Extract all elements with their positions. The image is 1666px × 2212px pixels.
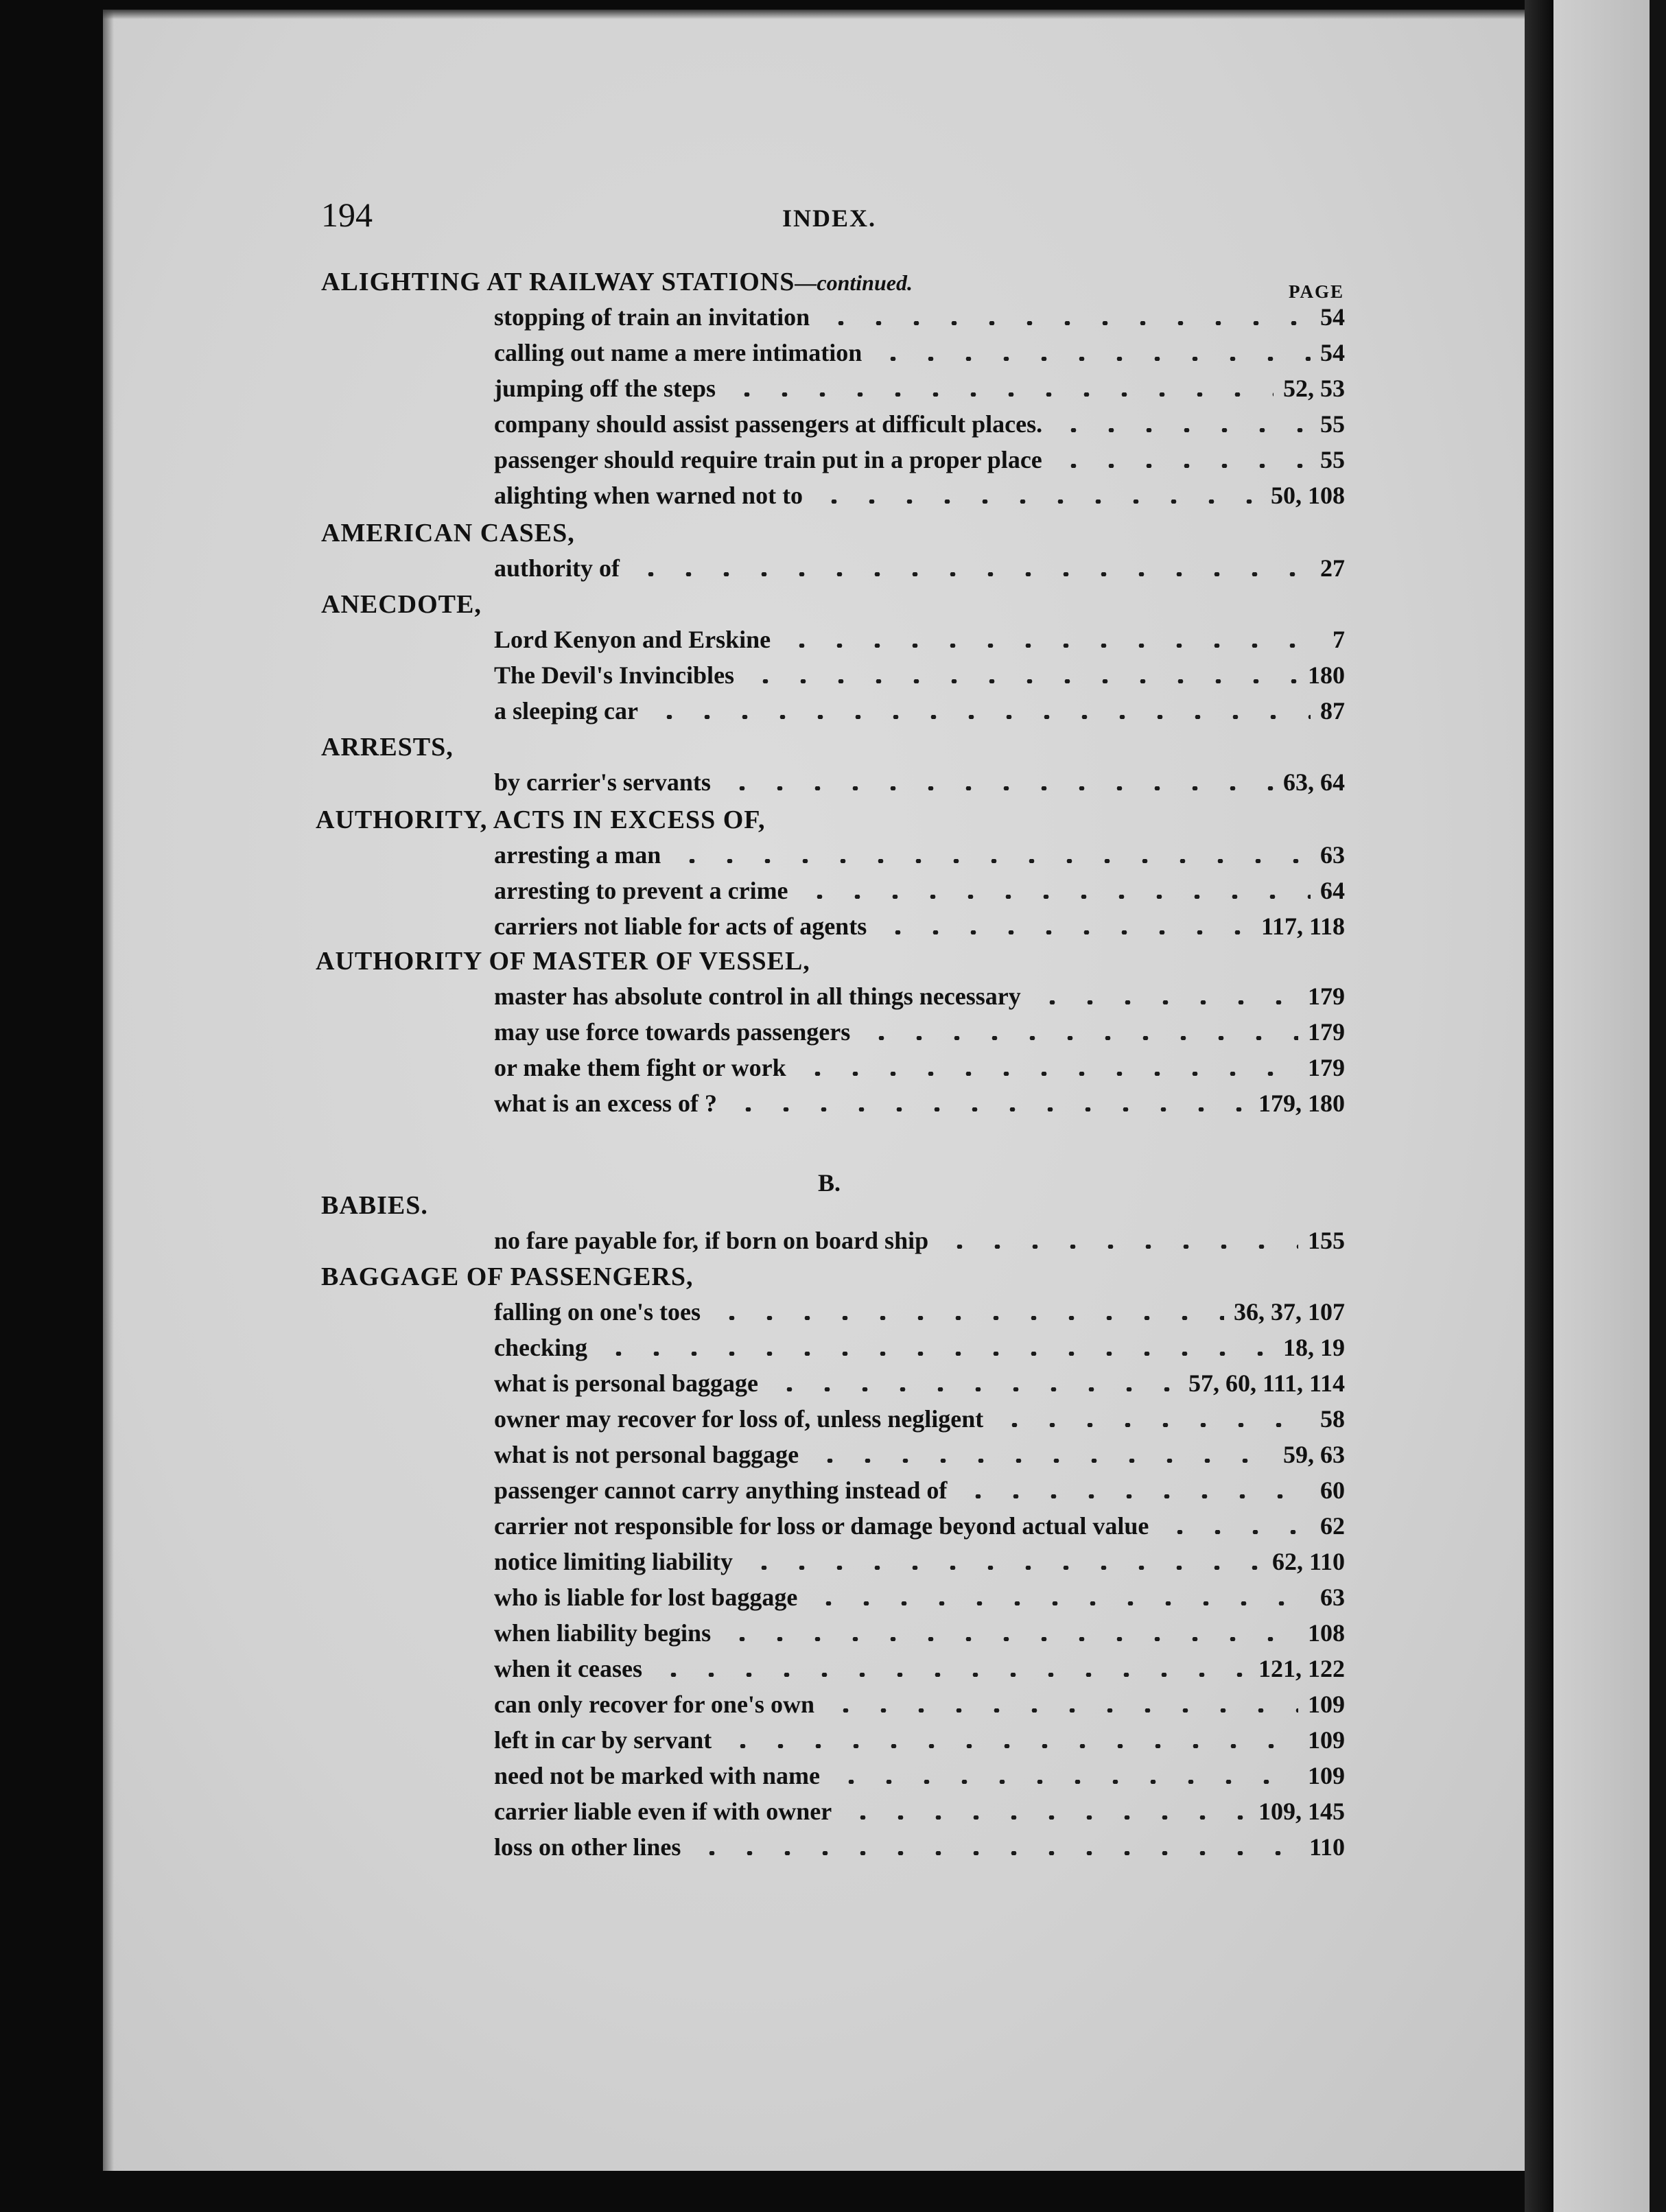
index-entry-pages: 155 [1308,1227,1345,1254]
index-entry-pages: 109 [1308,1762,1345,1789]
index-heading-text: BABIES. [321,1191,428,1220]
index-entry-pages: 109 [1308,1726,1345,1754]
index-entry-pages: 62, 110 [1271,1548,1345,1575]
index-entry-pages: 55 [1320,410,1345,438]
index-entry-pages: 50, 108 [1271,482,1345,509]
index-entry-text: who is liable for lost baggage [494,1584,798,1611]
index-entry-text: Lord Kenyon and Erskine [494,626,771,653]
index-entry-text: jumping off the steps [494,375,716,402]
index-entry-pages: 179 [1308,1054,1345,1081]
dot-leader [632,572,1311,576]
index-entry-text: need not be marked with name [494,1762,820,1789]
dot-leader [723,786,1274,790]
dot-leader [783,644,1323,648]
index-heading-text: AUTHORITY, ACTS IN EXCESS OF, [316,805,766,834]
index-entry-text: carriers not liable for acts of agents [494,913,867,940]
dot-leader [879,930,1252,934]
dot-leader [863,1036,1298,1040]
index-entry-pages: 18, 19 [1283,1334,1345,1361]
index-entry-text: falling on one's toes [494,1298,701,1326]
dot-leader [724,1744,1298,1748]
index-entry-pages: 55 [1320,446,1345,473]
index-entry-text: passenger should require train put in a proper place [494,446,1042,473]
dot-leader [1033,1000,1298,1004]
index-entry-text: a sleeping car [494,697,638,725]
index-entry-pages: 54 [1320,339,1345,366]
dot-leader [723,1637,1298,1641]
index-entry-text: what is an excess of ? [494,1090,717,1117]
index-entry-pages: 58 [1320,1405,1345,1433]
index-entry-text: may use force towards passengers [494,1018,851,1046]
index-entry-pages: 87 [1320,697,1345,725]
index-entry-pages: 63 [1320,1584,1345,1611]
dot-leader [844,1815,1249,1820]
index-heading-text: AUTHORITY OF MASTER OF VESSEL, [316,947,810,976]
index-entry-pages: 110 [1309,1833,1345,1861]
page-shadow-top [103,10,1525,19]
index-entry-text: what is personal baggage [494,1369,759,1397]
running-head: INDEX. [782,204,877,232]
index-entry-text: or make them fight or work [494,1054,786,1081]
dot-leader [771,1387,1179,1391]
index-entry-text: passenger cannot carry anything instead of [494,1476,948,1504]
index-entry-text: no fare payable for, if born on board ship [494,1227,929,1254]
index-entry-pages: 52, 53 [1283,375,1345,402]
index-heading [321,1192,428,1219]
index-entry-pages: 63 [1320,841,1345,869]
dot-leader [650,715,1311,719]
dot-leader [745,1566,1263,1570]
dot-leader [1055,464,1311,468]
index-entry-pages: 63, 64 [1283,768,1345,796]
index-entry-text: arresting to prevent a crime [494,877,788,904]
index-entry-pages: 7 [1333,626,1345,653]
page-number: 194 [321,196,373,234]
index-entry-pages: 179 [1308,1018,1345,1046]
index-entry-text: calling out name a mere intimation [494,339,863,366]
index-entry-pages: 27 [1320,554,1345,582]
index-heading [321,520,575,546]
dot-leader [673,859,1311,863]
index-heading [321,734,454,760]
index-entry-pages: 59, 63 [1283,1441,1345,1468]
index-entry-pages: 180 [1308,661,1345,689]
dot-leader [600,1352,1274,1356]
index-entry-pages: 57, 60, 111, 114 [1188,1369,1345,1397]
dot-leader [822,321,1311,325]
index-entry-text: company should assist passengers at difficult places. [494,410,1043,438]
index-entry-pages: 121, 122 [1258,1655,1345,1682]
index-entry-text: can only recover for one's own [494,1691,814,1718]
dot-leader [713,1316,1224,1320]
dot-leader [827,1708,1298,1713]
dot-leader [729,1107,1249,1111]
index-heading [316,948,810,974]
index-entry-pages: 60 [1320,1476,1345,1504]
index-entry-text: owner may recover for loss of, unless negligent [494,1405,984,1433]
dot-leader [728,392,1274,397]
index-heading [321,269,913,295]
index-entry-text: checking [494,1334,588,1361]
dot-leader [801,895,1311,899]
continued-label: —continued. [795,270,913,295]
index-entry-text: authority of [494,554,620,582]
index-entry-text: master has absolute control in all things necessary [494,983,1021,1010]
dot-leader [655,1673,1249,1677]
index-entry-text: by carrier's servants [494,768,711,796]
page-column-label: PAGE [1289,281,1344,302]
index-entry-pages: 109, 145 [1258,1798,1345,1825]
section-letter: B. [818,1169,841,1197]
index-heading-text: AMERICAN CASES, [321,519,575,548]
index-entry-text: carrier liable even if with owner [494,1798,832,1825]
dot-leader [996,1423,1311,1427]
dot-leader [832,1780,1298,1784]
index-heading-text: BAGGAGE OF PASSENGERS, [321,1262,694,1291]
dot-leader [799,1072,1298,1076]
index-entry-pages: 36, 37, 107 [1234,1298,1345,1326]
index-heading-text: ALIGHTING AT RAILWAY STATIONS [321,268,795,296]
index-entry-pages: 62 [1320,1512,1345,1540]
dot-leader [1161,1530,1311,1534]
dot-leader [959,1494,1311,1498]
dot-leader [1055,428,1311,432]
index-heading [316,807,766,833]
index-heading-text: ARRESTS, [321,733,454,762]
dot-leader [747,679,1298,683]
index-entry-text: when it ceases [494,1655,642,1682]
dot-leader [811,1459,1274,1463]
dot-leader [693,1851,1300,1855]
index-entry-pages: 179 [1308,983,1345,1010]
dot-leader [941,1245,1298,1249]
index-entry-pages: 117, 118 [1260,913,1345,940]
index-entry-text: when liability begins [494,1619,712,1647]
index-entry-pages: 179, 180 [1258,1090,1345,1117]
index-entry-pages: 108 [1308,1619,1345,1647]
index-heading [321,1264,693,1290]
index-entry-pages: 54 [1320,303,1345,331]
index-entry-text: stopping of train an invitation [494,303,810,331]
index-entry-text: carrier not responsible for loss or damage beyond actual value [494,1512,1149,1540]
index-entry-text: what is not personal baggage [494,1441,799,1468]
index-entry-pages: 64 [1320,877,1345,904]
index-entry-text: left in car by servant [494,1726,712,1754]
page-shadow-left [103,10,114,2171]
index-entry-text: loss on other lines [494,1833,681,1861]
index-entry-text: alighting when warned not to [494,482,803,509]
index-entry-pages: 109 [1308,1691,1345,1718]
adjacent-page-edge [1650,0,1666,2212]
dot-leader [874,357,1311,361]
index-heading [321,591,482,617]
index-entry-text: arresting a man [494,841,661,869]
index-entry-text: The Devil's Invincibles [494,661,735,689]
book-spine [1525,0,1553,2212]
index-entry-text: notice limiting liability [494,1548,733,1575]
dot-leader [810,1601,1311,1605]
index-heading-text: ANECDOTE, [321,590,482,619]
dot-leader [815,499,1261,504]
